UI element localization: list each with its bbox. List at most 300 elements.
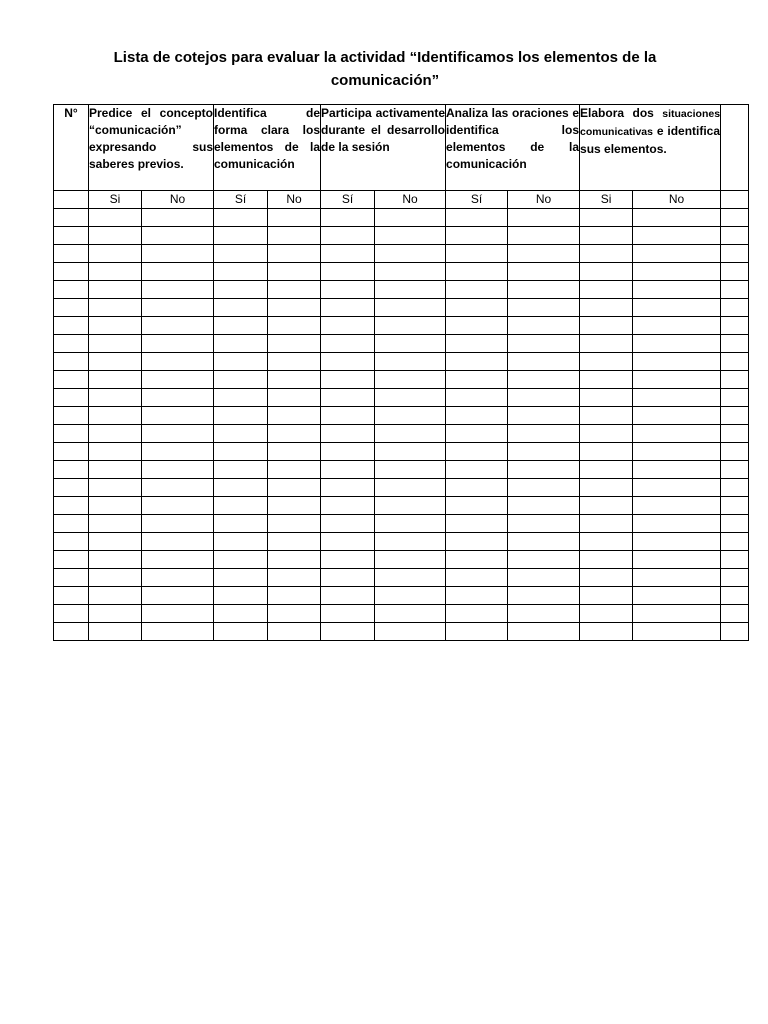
table-cell[interactable] [268,497,321,515]
table-cell[interactable] [268,551,321,569]
table-cell[interactable] [375,461,446,479]
table-cell[interactable] [580,281,633,299]
table-cell[interactable] [89,497,142,515]
table-cell[interactable] [508,335,580,353]
table-cell[interactable] [268,407,321,425]
table-cell[interactable] [375,227,446,245]
table-cell[interactable] [721,461,749,479]
no-header: No [375,191,446,209]
table-cell[interactable] [508,317,580,335]
table-cell[interactable] [580,245,633,263]
table-cell[interactable] [446,317,508,335]
table-cell[interactable] [54,209,89,227]
table-cell[interactable] [268,353,321,371]
table-cell[interactable] [54,371,89,389]
table-cell[interactable] [375,497,446,515]
table-cell[interactable] [721,479,749,497]
header-row [54,105,749,191]
table-cell[interactable] [508,227,580,245]
table-cell[interactable] [54,479,89,497]
table-cell[interactable] [214,515,268,533]
table-cell[interactable] [268,479,321,497]
table-cell[interactable] [268,317,321,335]
table-cell[interactable] [89,443,142,461]
table-cell[interactable] [214,227,268,245]
table-cell[interactable] [633,425,721,443]
table-cell[interactable] [633,263,721,281]
table-cell[interactable] [375,281,446,299]
table-cell[interactable] [268,515,321,533]
table-cell[interactable] [580,371,633,389]
table-cell[interactable] [89,299,142,317]
table-cell[interactable] [142,479,214,497]
table-cell[interactable] [375,407,446,425]
table-cell[interactable] [321,407,375,425]
table-cell[interactable] [54,587,89,605]
table-cell[interactable] [508,497,580,515]
table-row [54,353,749,371]
table-cell[interactable] [214,281,268,299]
table-cell[interactable] [721,425,749,443]
table-cell[interactable] [321,461,375,479]
table-cell[interactable] [508,443,580,461]
table-cell[interactable] [54,605,89,623]
table-cell[interactable] [54,425,89,443]
table-cell[interactable] [446,479,508,497]
table-cell[interactable] [321,245,375,263]
table-cell[interactable] [721,335,749,353]
table-cell[interactable] [375,245,446,263]
table-cell[interactable] [580,335,633,353]
table-cell[interactable] [214,353,268,371]
table-cell[interactable] [214,425,268,443]
table-cell[interactable] [321,533,375,551]
table-cell[interactable] [508,533,580,551]
table-cell[interactable] [54,335,89,353]
table-cell[interactable] [268,371,321,389]
table-cell[interactable] [375,551,446,569]
table-cell[interactable] [580,227,633,245]
table-row [54,497,749,515]
table-cell[interactable] [580,623,633,641]
extra-header-cell [721,105,749,191]
table-cell[interactable] [142,263,214,281]
table-cell[interactable] [633,407,721,425]
table-cell[interactable] [375,353,446,371]
table-cell[interactable] [142,605,214,623]
table-cell[interactable] [721,497,749,515]
table-cell[interactable] [721,407,749,425]
table-cell[interactable] [89,551,142,569]
table-cell[interactable] [54,299,89,317]
table-cell[interactable] [214,335,268,353]
table-cell[interactable] [508,623,580,641]
table-cell[interactable] [268,569,321,587]
table-cell[interactable] [633,569,721,587]
table-cell[interactable] [268,605,321,623]
table-row [54,227,749,245]
table-cell[interactable] [446,245,508,263]
table-cell[interactable] [89,407,142,425]
table-cell[interactable] [721,227,749,245]
table-cell[interactable] [721,371,749,389]
empty-cell [54,191,89,209]
table-cell[interactable] [142,389,214,407]
table-cell[interactable] [321,263,375,281]
table-cell[interactable] [508,551,580,569]
table-cell[interactable] [321,479,375,497]
table-cell[interactable] [721,263,749,281]
table-cell[interactable] [446,443,508,461]
table-cell[interactable] [375,443,446,461]
table-cell[interactable] [446,209,508,227]
table-cell[interactable] [89,587,142,605]
table-cell[interactable] [446,533,508,551]
table-cell[interactable] [633,281,721,299]
table-cell[interactable] [375,569,446,587]
table-cell[interactable] [375,209,446,227]
table-cell[interactable] [321,623,375,641]
table-cell[interactable] [508,353,580,371]
table-cell[interactable] [54,497,89,515]
table-cell[interactable] [214,461,268,479]
table-cell[interactable] [721,389,749,407]
table-cell[interactable] [721,317,749,335]
table-cell[interactable] [375,425,446,443]
table-cell[interactable] [721,587,749,605]
table-cell[interactable] [446,335,508,353]
table-cell[interactable] [268,533,321,551]
table-cell[interactable] [446,407,508,425]
table-cell[interactable] [580,605,633,623]
table-cell[interactable] [142,227,214,245]
table-cell[interactable] [89,353,142,371]
table-cell[interactable] [633,371,721,389]
table-cell[interactable] [214,299,268,317]
table-cell[interactable] [214,533,268,551]
table-cell[interactable] [54,461,89,479]
table-cell[interactable] [54,515,89,533]
table-cell[interactable] [89,533,142,551]
table-cell[interactable] [633,515,721,533]
table-cell[interactable] [633,623,721,641]
table-cell[interactable] [580,407,633,425]
table-cell[interactable] [321,371,375,389]
table-cell[interactable] [89,245,142,263]
table-cell[interactable] [268,299,321,317]
table-cell[interactable] [508,569,580,587]
table-cell[interactable] [508,479,580,497]
table-cell[interactable] [721,569,749,587]
table-cell[interactable] [633,335,721,353]
criterion-header [580,105,721,191]
table-cell[interactable] [580,317,633,335]
table-cell[interactable] [580,443,633,461]
table-cell[interactable] [508,245,580,263]
table-cell[interactable] [89,425,142,443]
table-cell[interactable] [721,515,749,533]
table-cell[interactable] [508,461,580,479]
table-cell[interactable] [268,209,321,227]
table-cell[interactable] [721,533,749,551]
table-cell[interactable] [268,245,321,263]
table-cell[interactable] [721,209,749,227]
table-cell[interactable] [633,479,721,497]
table-cell[interactable] [633,353,721,371]
table-cell[interactable] [321,551,375,569]
table-cell[interactable] [508,425,580,443]
table-cell[interactable] [721,443,749,461]
table-cell[interactable] [268,281,321,299]
table-cell[interactable] [142,461,214,479]
table-cell[interactable] [375,587,446,605]
table-cell[interactable] [446,461,508,479]
table-cell[interactable] [446,605,508,623]
table-cell[interactable] [268,335,321,353]
table-cell[interactable] [142,533,214,551]
table-cell[interactable] [321,587,375,605]
table-cell[interactable] [54,623,89,641]
table-cell[interactable] [375,299,446,317]
table-cell[interactable] [89,569,142,587]
table-cell[interactable] [321,605,375,623]
table-cell[interactable] [142,245,214,263]
table-cell[interactable] [446,425,508,443]
table-cell[interactable] [54,551,89,569]
table-cell[interactable] [633,227,721,245]
table-cell[interactable] [214,389,268,407]
table-cell[interactable] [54,407,89,425]
table-cell[interactable] [214,551,268,569]
table-cell[interactable] [89,209,142,227]
table-cell[interactable] [721,551,749,569]
table-cell[interactable] [54,281,89,299]
table-cell[interactable] [508,587,580,605]
table-cell[interactable] [214,605,268,623]
table-cell[interactable] [321,209,375,227]
table-cell[interactable] [580,515,633,533]
table-cell[interactable] [633,551,721,569]
table-cell[interactable] [214,623,268,641]
table-cell[interactable] [214,407,268,425]
table-cell[interactable] [446,227,508,245]
table-cell[interactable] [268,587,321,605]
table-cell[interactable] [633,245,721,263]
table-cell[interactable] [321,281,375,299]
table-cell[interactable] [321,515,375,533]
table-cell[interactable] [580,299,633,317]
table-cell[interactable] [142,443,214,461]
table-cell[interactable] [508,407,580,425]
table-cell[interactable] [633,209,721,227]
table-cell[interactable] [89,335,142,353]
table-cell[interactable] [89,317,142,335]
table-cell[interactable] [142,353,214,371]
table-cell[interactable] [446,263,508,281]
table-cell[interactable] [54,317,89,335]
table-cell[interactable] [142,623,214,641]
table-cell[interactable] [633,299,721,317]
table-cell[interactable] [580,425,633,443]
table-cell[interactable] [54,227,89,245]
table-cell[interactable] [142,407,214,425]
table-cell[interactable] [89,479,142,497]
table-cell[interactable] [268,461,321,479]
table-cell[interactable] [214,263,268,281]
table-cell[interactable] [54,263,89,281]
table-cell[interactable] [580,353,633,371]
table-cell[interactable] [446,569,508,587]
table-cell[interactable] [508,371,580,389]
table-cell[interactable] [89,389,142,407]
table-cell[interactable] [321,353,375,371]
table-cell[interactable] [268,227,321,245]
table-cell[interactable] [54,245,89,263]
table-cell[interactable] [633,317,721,335]
table-cell[interactable] [321,443,375,461]
table-cell[interactable] [268,443,321,461]
table-cell[interactable] [580,569,633,587]
table-cell[interactable] [214,209,268,227]
table-cell[interactable] [89,371,142,389]
table-cell[interactable] [508,605,580,623]
table-cell[interactable] [214,245,268,263]
table-cell[interactable] [446,299,508,317]
table-cell[interactable] [89,281,142,299]
table-cell[interactable] [508,263,580,281]
table-row [54,389,749,407]
table-cell[interactable] [375,515,446,533]
table-cell[interactable] [142,587,214,605]
table-cell[interactable] [321,569,375,587]
table-cell[interactable] [580,551,633,569]
table-cell[interactable] [268,263,321,281]
table-cell[interactable] [89,227,142,245]
table-cell[interactable] [633,389,721,407]
table-cell[interactable] [446,623,508,641]
table-cell[interactable] [214,587,268,605]
table-cell[interactable] [580,533,633,551]
table-cell[interactable] [721,245,749,263]
table-cell[interactable] [89,623,142,641]
table-cell[interactable] [214,317,268,335]
table-cell[interactable] [214,443,268,461]
table-cell[interactable] [446,389,508,407]
table-cell[interactable] [375,605,446,623]
table-cell[interactable] [321,317,375,335]
table-cell[interactable] [580,389,633,407]
table-cell[interactable] [89,515,142,533]
table-cell[interactable] [321,227,375,245]
table-row [54,551,749,569]
table-cell[interactable] [633,461,721,479]
table-cell[interactable] [633,587,721,605]
table-cell[interactable] [721,605,749,623]
table-cell[interactable] [446,281,508,299]
table-cell[interactable] [580,479,633,497]
table-cell[interactable] [142,299,214,317]
table-cell[interactable] [446,353,508,371]
table-cell[interactable] [89,461,142,479]
table-cell[interactable] [446,587,508,605]
table-cell[interactable] [375,263,446,281]
table-cell[interactable] [321,425,375,443]
table-cell[interactable] [89,263,142,281]
table-cell[interactable] [721,353,749,371]
table-cell[interactable] [446,497,508,515]
table-cell[interactable] [142,371,214,389]
table-cell[interactable] [214,371,268,389]
table-cell[interactable] [142,551,214,569]
table-cell[interactable] [721,299,749,317]
table-cell[interactable] [633,443,721,461]
table-cell[interactable] [580,497,633,515]
table-cell[interactable] [321,299,375,317]
table-cell[interactable] [508,281,580,299]
table-cell[interactable] [375,317,446,335]
table-cell[interactable] [508,389,580,407]
table-cell[interactable] [54,533,89,551]
table-cell[interactable] [375,371,446,389]
table-cell[interactable] [142,497,214,515]
table-cell[interactable] [721,281,749,299]
table-cell[interactable] [89,605,142,623]
table-cell[interactable] [142,569,214,587]
table-cell[interactable] [142,281,214,299]
table-cell[interactable] [142,209,214,227]
table-cell[interactable] [54,389,89,407]
table-cell[interactable] [580,263,633,281]
table-cell[interactable] [633,605,721,623]
table-cell[interactable] [508,209,580,227]
table-cell[interactable] [214,569,268,587]
table-cell[interactable] [375,533,446,551]
subheader-row [54,191,749,209]
table-cell[interactable] [580,209,633,227]
table-cell[interactable] [375,479,446,497]
table-cell[interactable] [54,353,89,371]
table-cell[interactable] [214,479,268,497]
table-cell[interactable] [54,443,89,461]
table-cell[interactable] [142,425,214,443]
table-cell[interactable] [54,569,89,587]
table-cell[interactable] [321,389,375,407]
table-cell[interactable] [375,335,446,353]
table-cell[interactable] [268,623,321,641]
table-cell[interactable] [321,497,375,515]
table-cell[interactable] [580,587,633,605]
table-cell[interactable] [446,515,508,533]
table-cell[interactable] [721,623,749,641]
table-cell[interactable] [321,335,375,353]
table-row [54,533,749,551]
table-cell[interactable] [375,623,446,641]
table-cell[interactable] [375,389,446,407]
table-cell[interactable] [633,533,721,551]
table-cell[interactable] [142,317,214,335]
table-cell[interactable] [508,515,580,533]
table-cell[interactable] [446,551,508,569]
table-cell[interactable] [446,371,508,389]
table-cell[interactable] [633,497,721,515]
table-cell[interactable] [580,461,633,479]
table-cell[interactable] [142,515,214,533]
table-cell[interactable] [268,425,321,443]
table-cell[interactable] [142,335,214,353]
table-cell[interactable] [508,299,580,317]
table-cell[interactable] [214,497,268,515]
table-cell[interactable] [268,389,321,407]
